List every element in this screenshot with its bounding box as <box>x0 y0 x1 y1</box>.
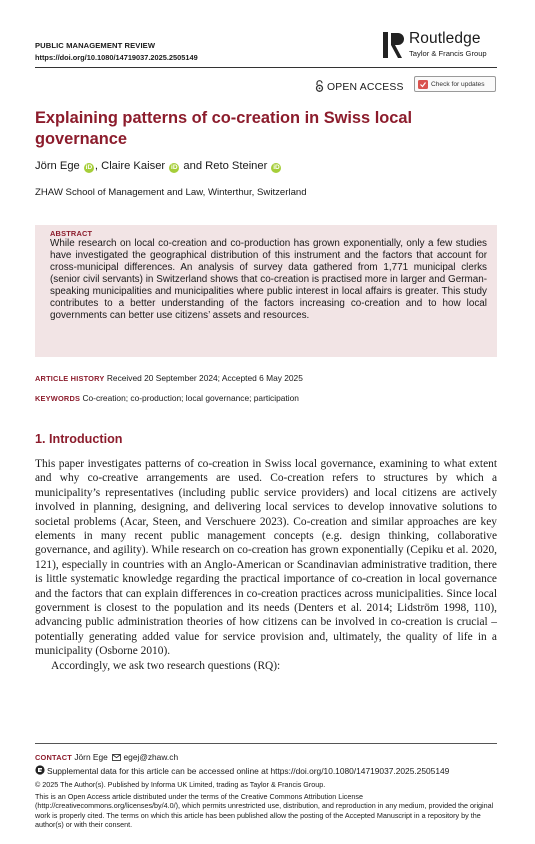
article-history <box>35 373 303 383</box>
affiliation: ZHAW School of Management and Law, Winterthur, Switzerland <box>35 187 307 198</box>
check-updates-icon <box>418 80 428 89</box>
article-history-dates: Received 20 September 2024; Accepted 6 May 2025 <box>106 373 303 383</box>
supplemental-line <box>35 765 449 776</box>
author-name[interactable]: Jörn Ege <box>35 160 80 172</box>
orcid-icon[interactable]: iD <box>85 164 93 171</box>
journal-name: PUBLIC MANAGEMENT REVIEW <box>35 41 156 50</box>
article-doi-link[interactable]: https://doi.org/10.1080/14719037.2025.2505149 <box>35 53 198 62</box>
author-separator: , <box>94 160 102 172</box>
contact-email-link[interactable]: egej@zhaw.ch <box>123 752 179 762</box>
contact-label: CONTACT <box>35 753 72 762</box>
paragraph: Accordingly, we ask two research questions (RQ): <box>51 659 281 672</box>
abstract-text: While research on local co-creation and co-production has grown exponentially, only a few studies have investigated the geographical distribution of this instrument and the factors that account for cross-municipal differences. An analysis of survey data gathered from 1,771 municipal clerks (senior civil servants) in Switzerland shows that co-creation is practised more in larger and German-speaking municipalities and municipalities where public interest in local affairs is greater. This study contributes to a better understanding of the factors increasing co-creation and to how local governments can better use citizens’ assets and resources. <box>50 238 487 321</box>
publisher-subtitle: Taylor & Francis Group <box>409 49 487 58</box>
section-heading: 1. Introduction <box>35 432 123 446</box>
check-for-updates-button[interactable] <box>414 76 496 92</box>
body-text <box>35 457 497 673</box>
article-history-label: ARTICLE HISTORY <box>35 374 105 383</box>
check-updates-label: Check for updates <box>431 81 485 88</box>
open-access-lock-icon <box>315 80 324 92</box>
license-text: This is an Open Access article distributed under the terms of the Creative Commons Attribution License (http://creativecommons.org/licenses/by/4.0/), which permits unrestricted use, distribution, and reproduction in any medium, provided the original work is properly cited. The terms on which this article has been published allow the posting of the Accepted Manuscript in a repository by the author(s) or with their consent. <box>35 792 494 830</box>
orcid-icon[interactable]: iD <box>273 164 280 171</box>
email-icon <box>112 754 121 761</box>
contact-line <box>35 752 178 762</box>
supplemental-data-icon <box>35 765 45 775</box>
footnote-divider <box>35 743 497 744</box>
routledge-logo-icon <box>382 30 406 60</box>
publisher-logo[interactable] <box>382 30 502 64</box>
contact-name: Jörn Ege <box>74 752 108 762</box>
keywords-label: KEYWORDS <box>35 394 81 403</box>
publisher-name: Routledge <box>409 30 481 47</box>
paragraph: This paper investigates patterns of co-creation in Swiss local governance, examining to what extent and why co-creative arrangements are used. Co-creation refers to structures by which a municipality’s representatives (including public service providers) and local citizens are actively involved in planning, designing, and delivering local services to develop innovative solutions to societal problems (Acar, Steen, and Verschuere 2023). Co-creation and similar approaches are key elements in many recent public management concepts (e.g. design thinking, collaborative governance, and agility). While research on co-creation has grown exponentially (Cepiku et al. 2020, 121), especially in countries with an Anglo-American or Scandinavian administrative tradition, there is little systematic knowledge regarding the practical importance of co-creation in local governance and the factors that can explain differences in co-creation practices across municipalities. Since local government is closest to the population and its needs (Denters et al. 2014; Lidström 1998, 110), advancing public administration theories of how citizens can be involved in co-creation is crucial – potentially generating added value for service provision and, ultimately, the quality of life in a municipality (Osborne 2010). <box>35 458 497 658</box>
header-divider <box>35 67 497 68</box>
author-name[interactable]: Claire Kaiser <box>101 160 166 172</box>
supplemental-text[interactable]: Supplemental data for this article can be accessed online at https://doi.org/10.1080/14719037.2025.2505149 <box>47 766 450 776</box>
keywords <box>35 393 299 403</box>
author-name[interactable]: Reto Steiner <box>205 160 268 172</box>
copyright-line: © 2025 The Author(s). Published by Informa UK Limited, trading as Taylor & Francis Group. <box>35 780 326 789</box>
author-list <box>35 160 282 173</box>
open-access-label: OPEN ACCESS <box>327 82 404 93</box>
author-separator: and <box>180 160 206 172</box>
open-access-badge <box>315 80 404 93</box>
orcid-icon[interactable]: iD <box>171 164 178 171</box>
article-title: Explaining patterns of co-creation in Swiss local governance <box>35 109 413 148</box>
keywords-list: Co-creation; co-production; local governance; participation <box>82 393 299 403</box>
abstract-heading: ABSTRACT <box>50 229 93 238</box>
abstract-box <box>35 225 497 357</box>
